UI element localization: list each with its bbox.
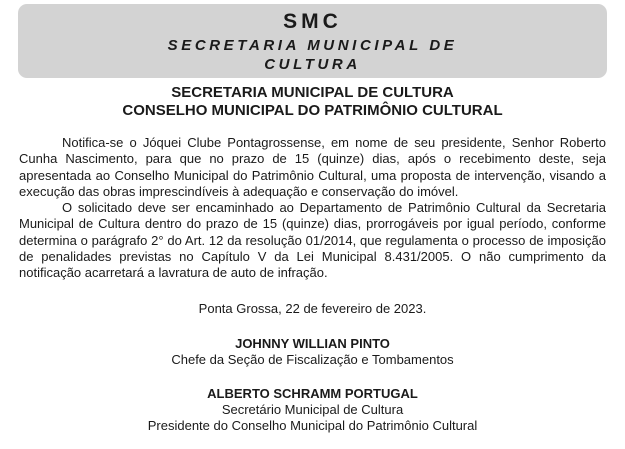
header-banner	[18, 4, 607, 78]
header-acronym: SMC	[283, 10, 342, 33]
body-paragraph-2: O solicitado deve ser encaminhado ao Departamento de Patrimônio Cultural da Secretaria Municipal de Cultura dentro do prazo de 15 (quinze) dias, prorrogáveis por igual período, conforme determina o parágrafo 2° do Art. 12 da resolução 01/2014, que regulamenta o processo de imposição de penalidades previstas no Capítulo V da Lei Municipal 8.431/2005. O não cumprimento da notificação acarretará a lavratura de auto de infração.	[19, 200, 606, 281]
title-line-council: CONSELHO MUNICIPAL DO PATRIMÔNIO CULTURAL	[122, 102, 503, 119]
title-line-department: SECRETARIA MUNICIPAL DE CULTURA	[171, 84, 454, 101]
signature-block	[0, 336, 625, 368]
signature-block	[0, 386, 625, 434]
place-and-date: Ponta Grossa, 22 de fevereiro de 2023.	[198, 301, 427, 316]
signatory-name: ALBERTO SCHRAMM PORTUGAL	[207, 386, 418, 401]
notification-body	[19, 135, 606, 282]
document-title	[0, 84, 625, 120]
header-department-name: SECRETARIA MUNICIPAL DE CULTURA	[167, 37, 458, 73]
signatory-role: Secretário Municipal de Cultura	[221, 402, 404, 417]
signatory-role: Presidente do Conselho Municipal do Patrimônio Cultural	[147, 418, 478, 433]
body-paragraph-1: Notifica-se o Jóquei Clube Pontagrossense, em nome de seu presidente, Senhor Roberto Cunha Nascimento, para que no prazo de 15 (quinze) dias, após o recebimento deste, seja apresentada ao Conselho Municipal do Patrimônio Cultural, uma proposta de intervenção, visando a execução das obras imprescindíveis à adequação e conservação do imóvel.	[19, 135, 606, 199]
signatory-name: JOHNNY WILLIAN PINTO	[235, 336, 390, 351]
signatory-role: Chefe da Seção de Fiscalização e Tombamentos	[171, 352, 454, 367]
